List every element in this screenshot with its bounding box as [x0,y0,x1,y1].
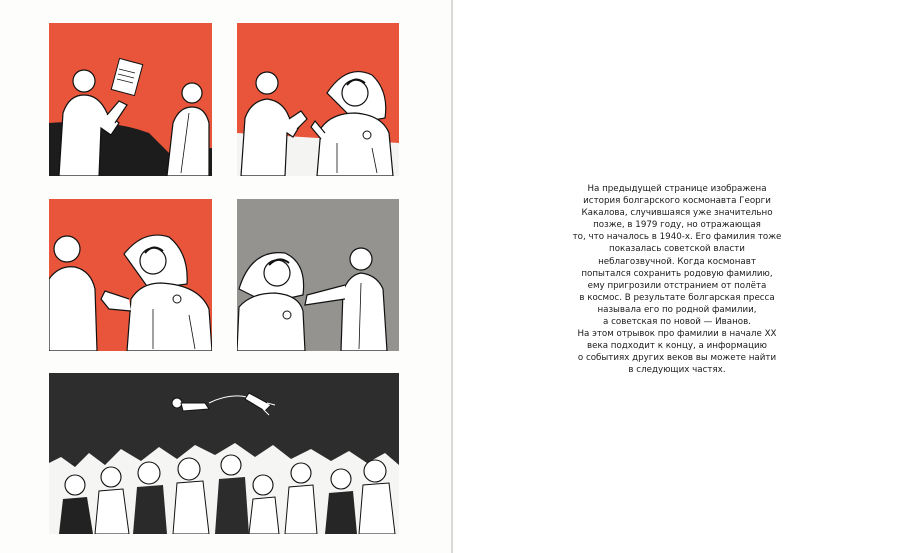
caption-line: На этом отрывок про фамилии в начале XX [577,329,777,340]
caption-line: называла его по родной фамилии, [597,304,757,315]
caption-line: На предыдущей странице изображена [587,184,767,194]
caption-line: показалась советской власти [609,244,745,255]
caption-line: попытался сохранить родовую фамилию, [581,268,773,279]
caption-text [563,183,791,377]
comic-panel-4 [237,199,399,351]
caption-line: о событиях других веков вы можете найти [577,353,777,364]
caption-line: неблагозвучной. Когда космонавт [598,256,756,267]
comic-panel-1 [49,23,212,176]
comic-panel-3 [49,199,212,351]
caption-line: ему пригрозили отстранием от полёта [587,280,767,291]
caption-line: позже, в 1979 году, но отражающая [593,220,761,231]
comic-panel-2 [237,23,399,176]
caption-line: в космос. В результате болгарская пресса [579,292,775,303]
caption-line: века подходит к концу, а информацию [587,341,767,352]
caption-line: то, что началось в 1940-х. Его фамилия тоже [572,232,782,243]
comic-panel-5 [49,373,399,534]
caption-line: история болгарского космонавта Георги [583,196,771,207]
caption-line: в следующих частях. [628,365,726,376]
caption-line: а советская по новой — Иванов. [603,317,751,328]
caption-line: Какалова, случившаяся уже значительно [581,208,773,219]
